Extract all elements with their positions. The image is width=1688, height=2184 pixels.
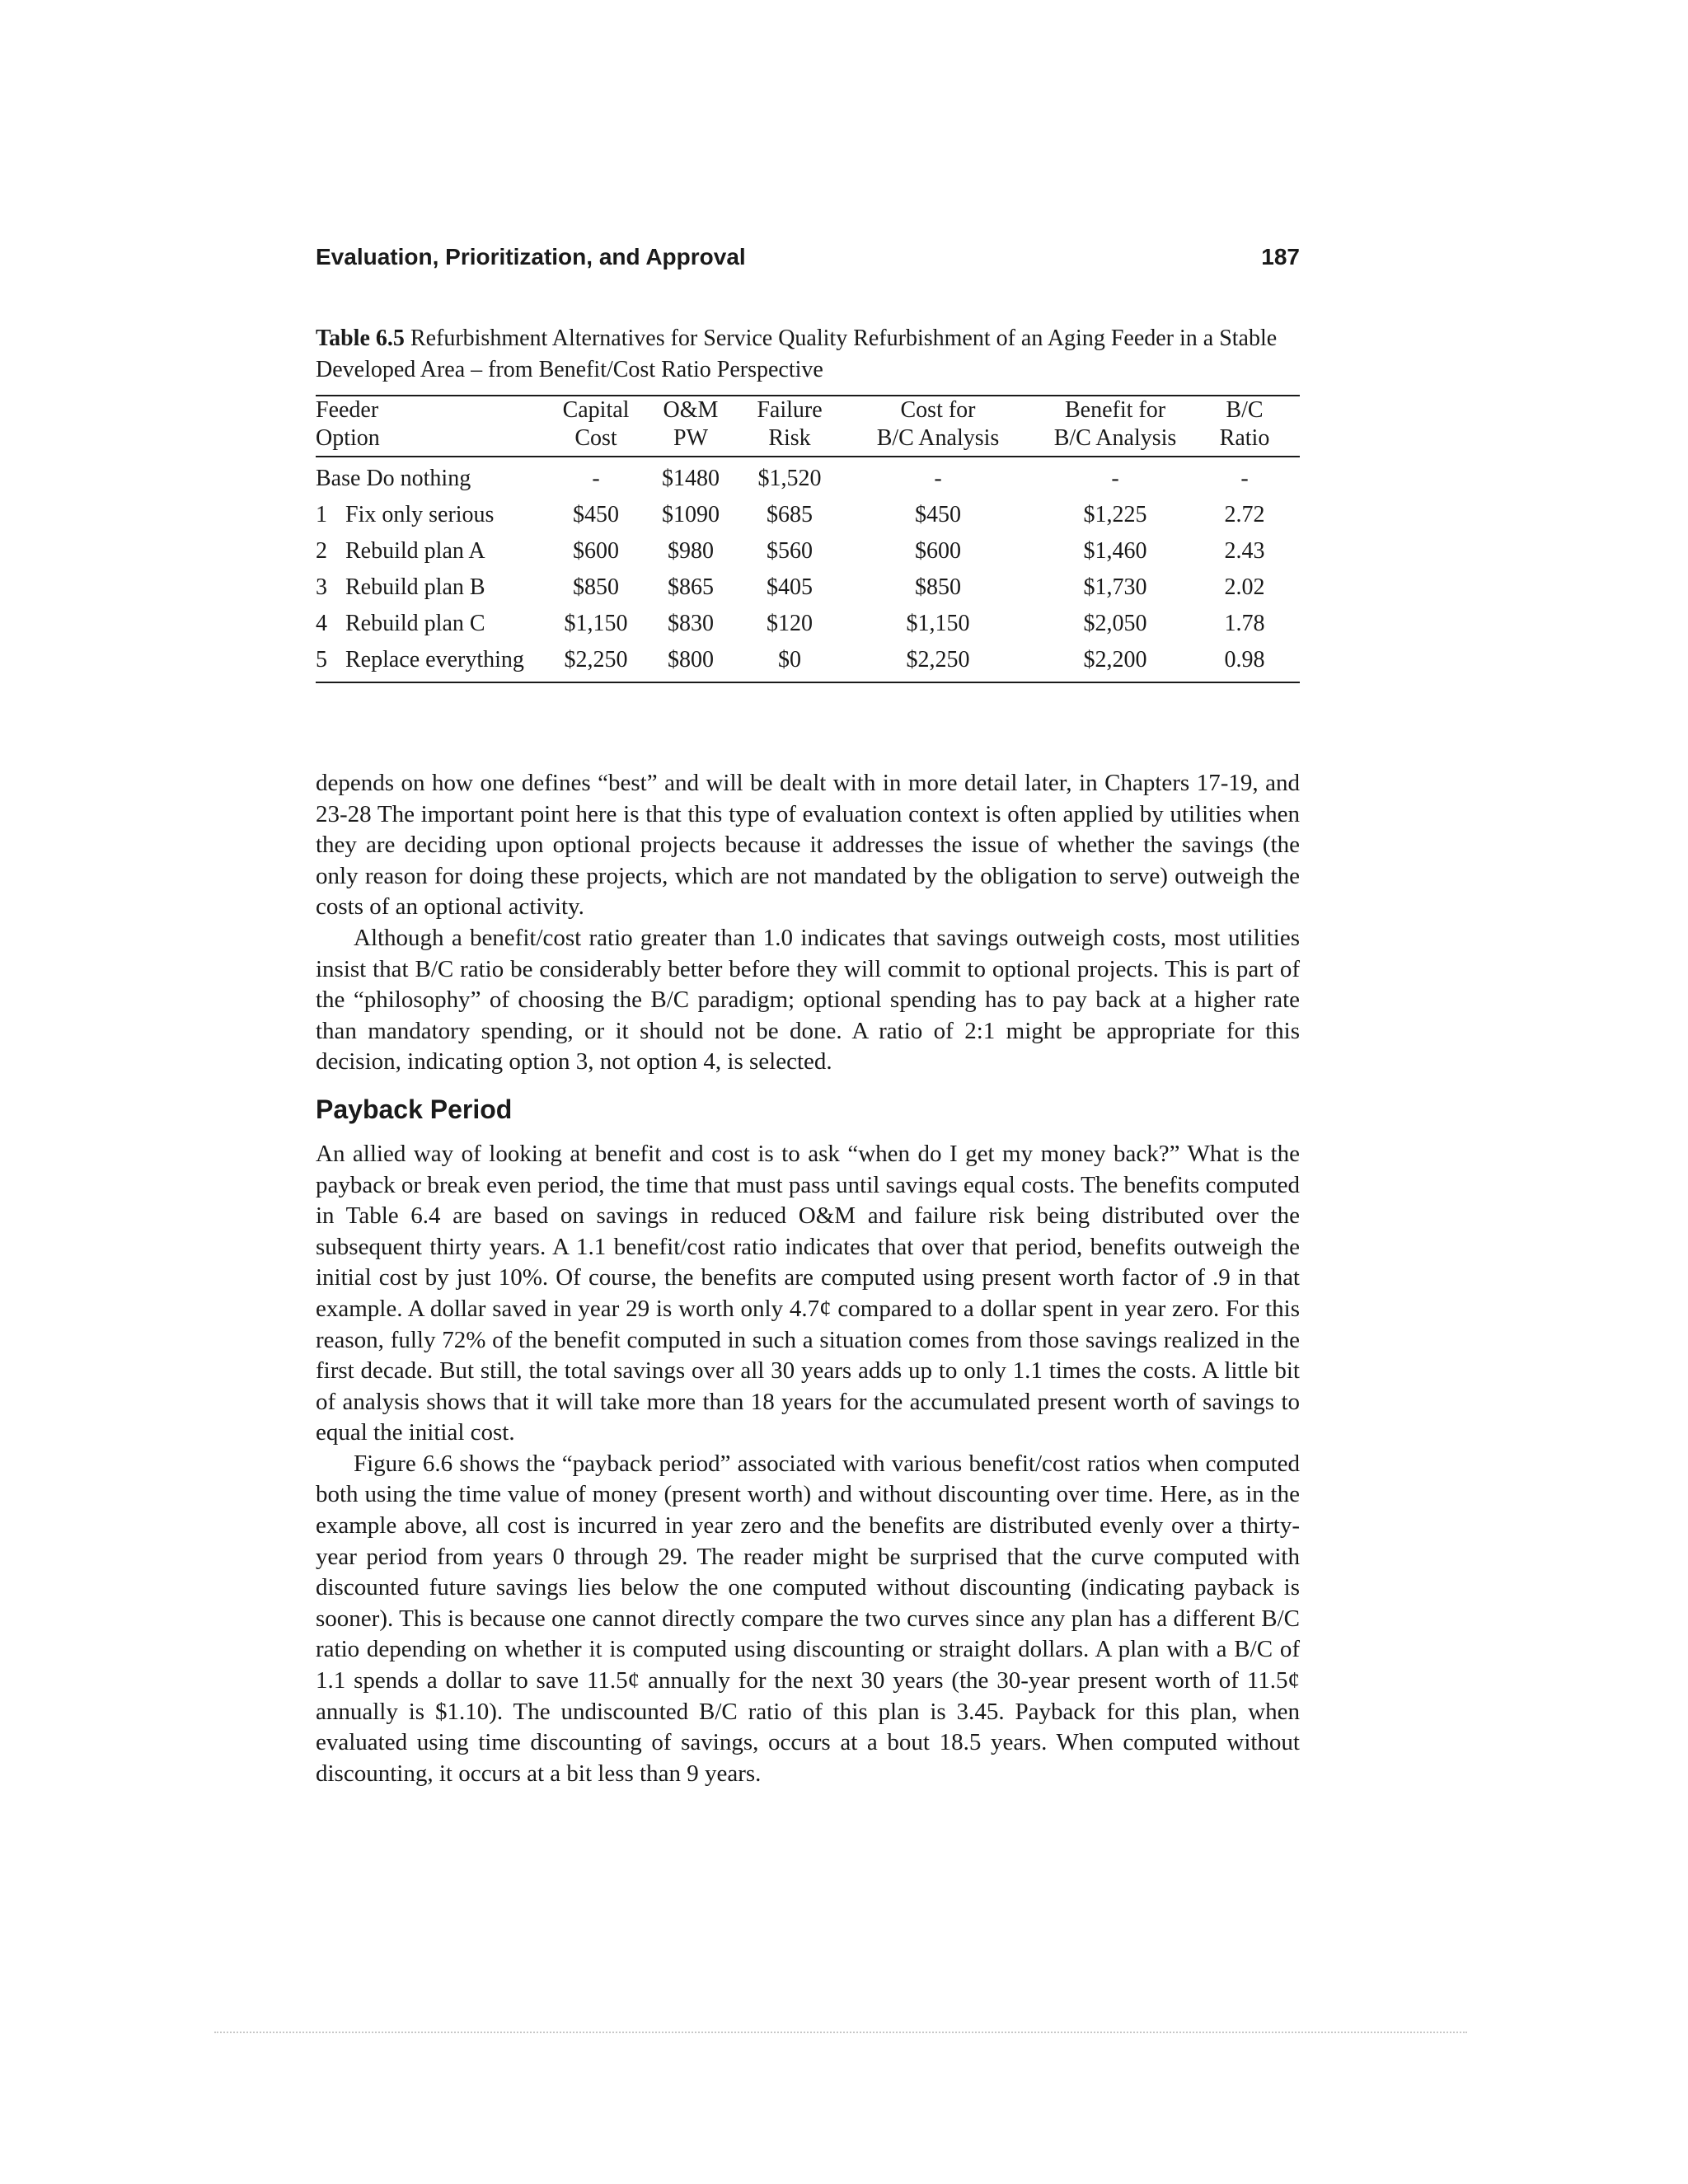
option-cell <box>316 497 555 533</box>
option-cell <box>316 606 555 642</box>
om-cell: $830 <box>668 611 714 636</box>
failure-cell: $405 <box>767 574 813 600</box>
table-row <box>316 569 1300 606</box>
column-header: Benefit for <box>1064 397 1166 423</box>
column-header: Feeder <box>316 397 379 423</box>
capital-cell: $2,250 <box>564 647 628 673</box>
option-name: Rebuild plan A <box>345 538 485 564</box>
om-cell: $865 <box>668 574 714 600</box>
option-cell <box>316 569 555 606</box>
option-number: 5 <box>316 647 327 673</box>
table-row <box>316 642 1300 682</box>
om-cell: $800 <box>668 647 714 673</box>
ratio-cell: 2.43 <box>1224 538 1265 564</box>
column-header: B/C <box>1226 397 1264 423</box>
option-number: 3 <box>316 574 327 600</box>
capital-cell: $1,150 <box>564 611 628 636</box>
option-name: Rebuild plan C <box>345 611 485 636</box>
benefit-bc-cell: $1,460 <box>1083 538 1147 564</box>
failure-cell: $0 <box>778 647 801 673</box>
om-cell: $1090 <box>662 502 720 527</box>
option-name: Base Do nothing <box>316 466 471 491</box>
column-header: Cost <box>555 424 637 457</box>
section-heading: Payback Period <box>316 1094 513 1124</box>
ratio-cell: 0.98 <box>1224 647 1265 673</box>
capital-cell: $450 <box>573 502 619 527</box>
table-header-row <box>316 424 1300 457</box>
page-number: 187 <box>1261 244 1300 269</box>
option-number: 1 <box>316 502 327 527</box>
table-header-row <box>316 396 1300 424</box>
column-header: Ratio <box>1189 424 1300 457</box>
table-caption <box>316 323 1300 386</box>
paragraph: Although a benefit/cost ratio greater than 1.0 indicates that savings outweigh costs, most utilities insist that B/C ratio be considerably better before they will commit to optional projects. This is part of the “philosophy” of choosing the B/C paradigm; optional spending has to pay back at a higher rate than mandatory spending, or it should not be done. A ratio of 2:1 might be appropriate for this decision, indicating option 3, not option 4, is selected. <box>316 924 1300 1076</box>
benefit-bc-cell: $1,225 <box>1083 502 1147 527</box>
option-name: Fix only serious <box>345 502 495 527</box>
table-caption-label: Table 6.5 <box>316 326 405 351</box>
ratio-cell: 1.78 <box>1224 611 1265 636</box>
column-header: Cost for <box>900 397 976 423</box>
option-cell <box>316 642 555 682</box>
refurbishment-table <box>316 395 1300 683</box>
table-row <box>316 457 1300 497</box>
om-cell: $1480 <box>662 466 720 491</box>
table-row <box>316 606 1300 642</box>
table-row <box>316 497 1300 533</box>
column-header: PW <box>637 424 744 457</box>
capital-cell: - <box>592 466 600 491</box>
failure-cell: $120 <box>767 611 813 636</box>
column-header: Capital <box>562 397 630 423</box>
cost-bc-cell: $2,250 <box>906 647 970 673</box>
capital-cell: $600 <box>573 538 619 564</box>
column-header: O&M <box>663 397 719 423</box>
cost-bc-cell: $1,150 <box>906 611 970 636</box>
running-header <box>316 244 1300 270</box>
ratio-cell: - <box>1240 466 1249 491</box>
benefit-bc-cell: $2,200 <box>1083 647 1147 673</box>
body-text <box>316 768 1300 1789</box>
paragraph: depends on how one defines “best” and will be dealt with in more detail later, in Chapters 17-19, and 23-28 The important point here is that this type of evaluation context is often applied by utilities when they are deciding upon optional projects because it addresses the issue of whether the savings (the only reason for doing these projects, which are not mandated by the obligation to serve) outweigh the costs of an optional activity. <box>316 770 1300 921</box>
column-header: B/C Analysis <box>835 424 1041 457</box>
column-header: Risk <box>744 424 835 457</box>
column-header: Failure <box>757 397 823 423</box>
table-caption-text: Refurbishment Alternatives for Service Quality Refurbishment of an Aging Feeder in a Stable Developed Area – from Benefit/Cost Ratio Perspective <box>316 326 1278 382</box>
table-row <box>316 533 1300 569</box>
om-cell: $980 <box>668 538 714 564</box>
option-number: 2 <box>316 538 327 564</box>
option-number: 4 <box>316 611 327 636</box>
option-cell <box>316 533 555 569</box>
failure-cell: $1,520 <box>757 466 822 491</box>
benefit-bc-cell: - <box>1111 466 1119 491</box>
column-header: B/C Analysis <box>1041 424 1189 457</box>
ratio-cell: 2.72 <box>1224 502 1265 527</box>
option-name: Replace everything <box>345 647 524 673</box>
cost-bc-cell: $600 <box>915 538 961 564</box>
option-cell <box>316 457 555 497</box>
benefit-bc-cell: $2,050 <box>1083 611 1147 636</box>
paragraph: Figure 6.6 shows the “payback period” associated with various benefit/cost ratios when computed both using the time value of money (present worth) and without discounting over time. Here, as in the example above, all cost is incurred in year zero and the benefits are distributed evenly over a thirty-year period from years 0 through 29. The reader might be surprised that the curve computed with discounted future savings lies below the one computed without discounting (indicating payback is sooner). This is because one cannot directly compare the two curves since any plan has a different B/C ratio depending on whether it is computed using discounting or straight dollars. A plan with a B/C of 1.1 spends a dollar to save 11.5¢ annually for the next 30 years (the 30-year present worth of 11.5¢ annually is $1.10). The undiscounted B/C ratio of this plan is 3.45. Payback for this plan, when evaluated using time discounting of savings, occurs at a bout 18.5 years. When computed without discounting, it occurs at a bit less than 9 years. <box>316 1450 1300 1787</box>
failure-cell: $685 <box>767 502 813 527</box>
cost-bc-cell: $850 <box>915 574 961 600</box>
benefit-bc-cell: $1,730 <box>1083 574 1147 600</box>
paragraph: An allied way of looking at benefit and cost is to ask “when do I get my money back?” What is the payback or break even period, the time that must pass until savings equal costs. The benefits computed in Table 6.4 are based on savings in reduced O&M and failure risk being distributed over the subsequent thirty years. A 1.1 benefit/cost ratio indicates that over that period, benefits outweigh the initial cost by just 10%. Of course, the benefits are computed using present worth factor of .9 in that example. A dollar saved in year 29 is worth only 4.7¢ compared to a dollar spent in year zero. For this reason, fully 72% of the benefit computed in such a situation comes from those savings realized in the first decade. But still, the total savings over all 30 years adds up to only 1.1 times the costs. A little bit of analysis shows that it will take more than 18 years for the accumulated present worth of savings to equal the initial cost. <box>316 1140 1300 1446</box>
cost-bc-cell: - <box>934 466 942 491</box>
failure-cell: $560 <box>767 538 813 564</box>
capital-cell: $850 <box>573 574 619 600</box>
option-name: Rebuild plan B <box>345 574 485 600</box>
chapter-title: Evaluation, Prioritization, and Approval <box>316 244 746 269</box>
scan-artifact-line <box>214 2032 1467 2033</box>
cost-bc-cell: $450 <box>915 502 961 527</box>
column-header: Option <box>316 424 555 457</box>
ratio-cell: 2.02 <box>1224 574 1265 600</box>
